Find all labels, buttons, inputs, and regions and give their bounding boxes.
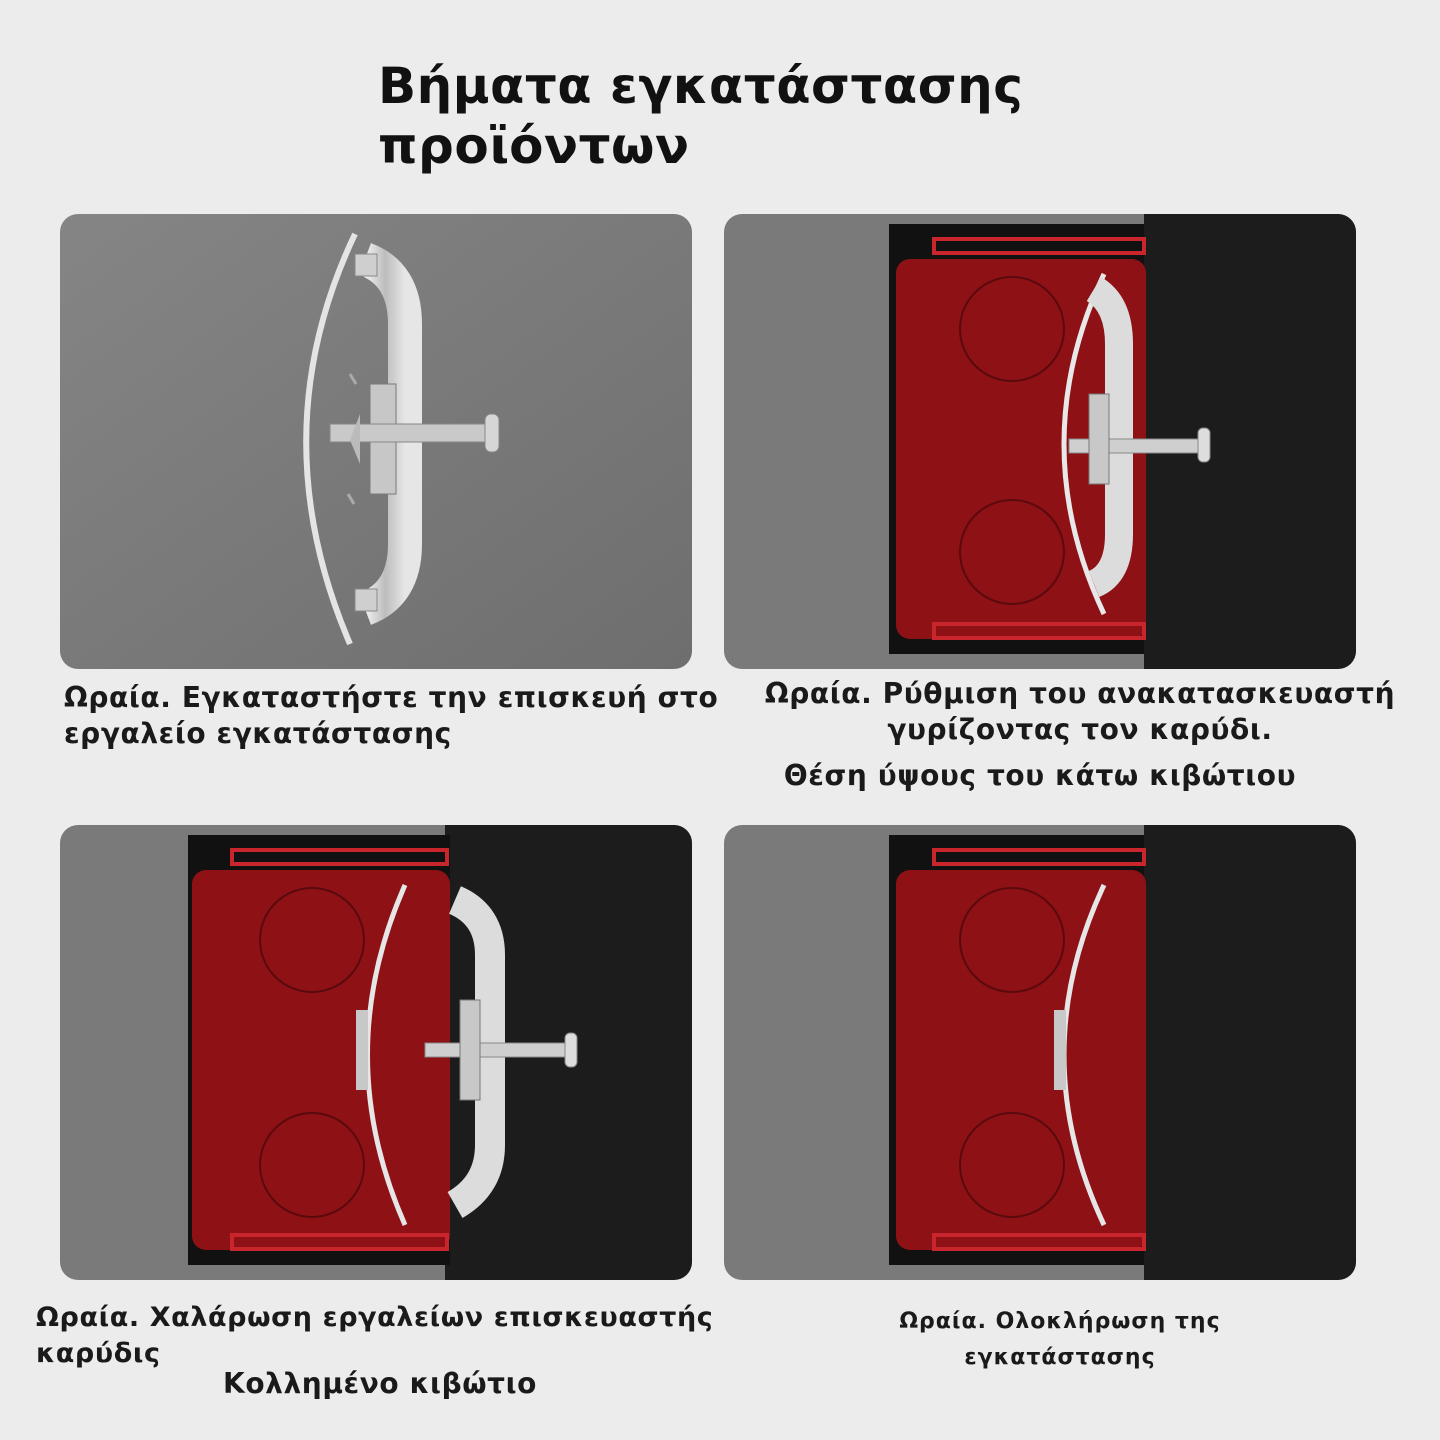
page-title: Βήματα εγκατάστασης προϊόντων xyxy=(378,57,1024,175)
step4-illustration xyxy=(724,825,1356,1280)
step3-subcaption: Κολλημένο κιβώτιο xyxy=(223,1367,537,1400)
junction-box-icon xyxy=(896,850,1146,1250)
junction-box-icon xyxy=(192,850,450,1250)
step1-illustration xyxy=(60,214,692,669)
step3-illustration xyxy=(60,825,692,1280)
step1-caption: Ωραία. Εγκαταστήστε την επισκευή στο εργαλείο εγκατάστασης xyxy=(64,681,719,750)
step3-caption: Ωραία. Χαλάρωση εργαλείων επισκευαστής καρύδις xyxy=(36,1302,714,1369)
step2-subcaption: Θέση ύψους του κάτω κιβώτιου xyxy=(783,759,1297,792)
step2-caption: Ωραία. Ρύθμιση του ανακατασκευαστή γυρίζοντας τον καρύδι. xyxy=(764,677,1396,746)
step4-caption: Ωραία. Ολοκλήρωση της εγκατάστασης xyxy=(899,1309,1221,1370)
step2-illustration xyxy=(724,214,1356,669)
